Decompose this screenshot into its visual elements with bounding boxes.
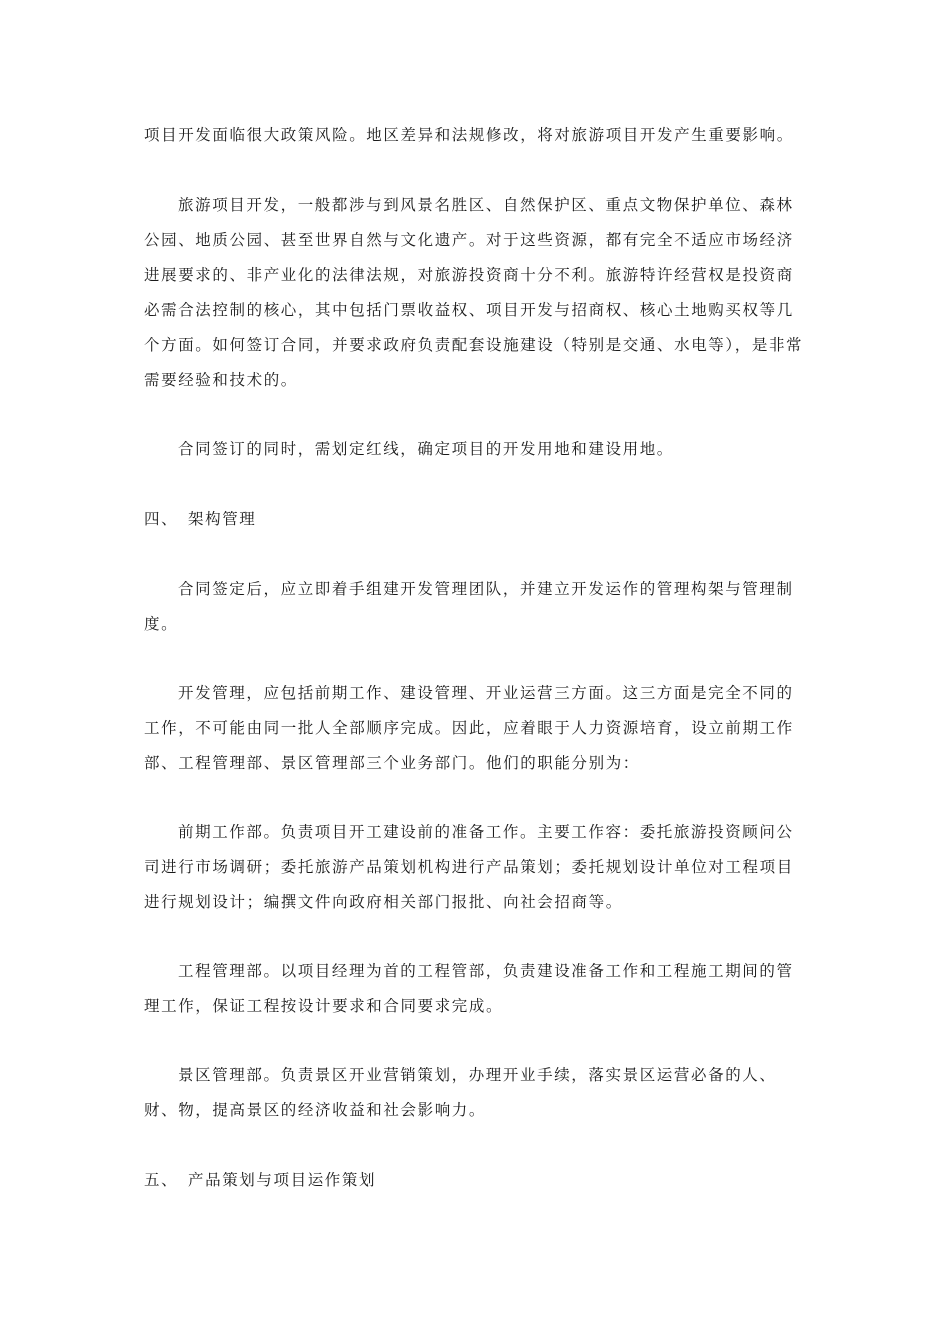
section-heading-5 xyxy=(144,1163,376,1198)
section-heading-4 xyxy=(144,502,256,537)
paragraph-team: 合同签定后，应立即着手组建开发管理团队，并建立开发运作的管理构架与管理制度。 xyxy=(144,580,794,633)
paragraph-dev-management: 开发管理，应包括前期工作、建设管理、开业运营三方面。这三方面是完全不同的工作，不可能由同一批人全部顺序完成。因此，应着眼于人力资源培育，设立前期工作部、工程管理部、景区管理部三个业务部门。他们的职能分别为： xyxy=(144,684,794,772)
paragraph-policy-risk: 项目开发面临很大政策风险。地区差异和法规修改，将对旅游项目开发产生重要影响。 xyxy=(144,126,794,144)
section-number: 四、 xyxy=(144,510,179,528)
paragraph-pre-work-dept: 前期工作部。负责项目开工建设前的准备工作。主要工作容：委托旅游投资顾问公司进行市场调研；委托旅游产品策划机构进行产品策划；委托规划设计单位对工程项目进行规划设计；编撰文件向政府相关部门报批、向社会招商等。 xyxy=(144,823,794,911)
paragraph-scenic-dept: 景区管理部。负责景区开业营销策划，办理开业手续，落实景区运营必备的人、财、物，提高景区的经济收益和社会影响力。 xyxy=(144,1066,777,1119)
section-title: 产品策划与项目运作策划 xyxy=(188,1171,377,1189)
paragraph-red-line: 合同签订的同时，需划定红线，确定项目的开发用地和建设用地。 xyxy=(178,440,674,458)
section-number: 五、 xyxy=(144,1171,179,1189)
paragraph-engineering-dept: 工程管理部。以项目经理为首的工程管部，负责建设准备工作和工程施工期间的管理工作，保证工程按设计要求和合同要求完成。 xyxy=(144,962,794,1015)
paragraph-resources: 旅游项目开发，一般都涉与到风景名胜区、自然保护区、重点文物保护单位、森林公园、地质公园、甚至世界自然与文化遗产。对于这些资源，都有完全不适应市场经济进展要求的、非产业化的法律法规，对旅游投资商十分不利。旅游特许经营权是投资商必需合法控制的核心，其中包括门票收益权、项目开发与招商权、核心土地购买权等几个方面。如何签订合同，并要求政府负责配套设施建设（特别是交通、水电等），是非常需要经验和技术的。 xyxy=(144,196,804,389)
section-title: 架构管理 xyxy=(188,510,257,528)
